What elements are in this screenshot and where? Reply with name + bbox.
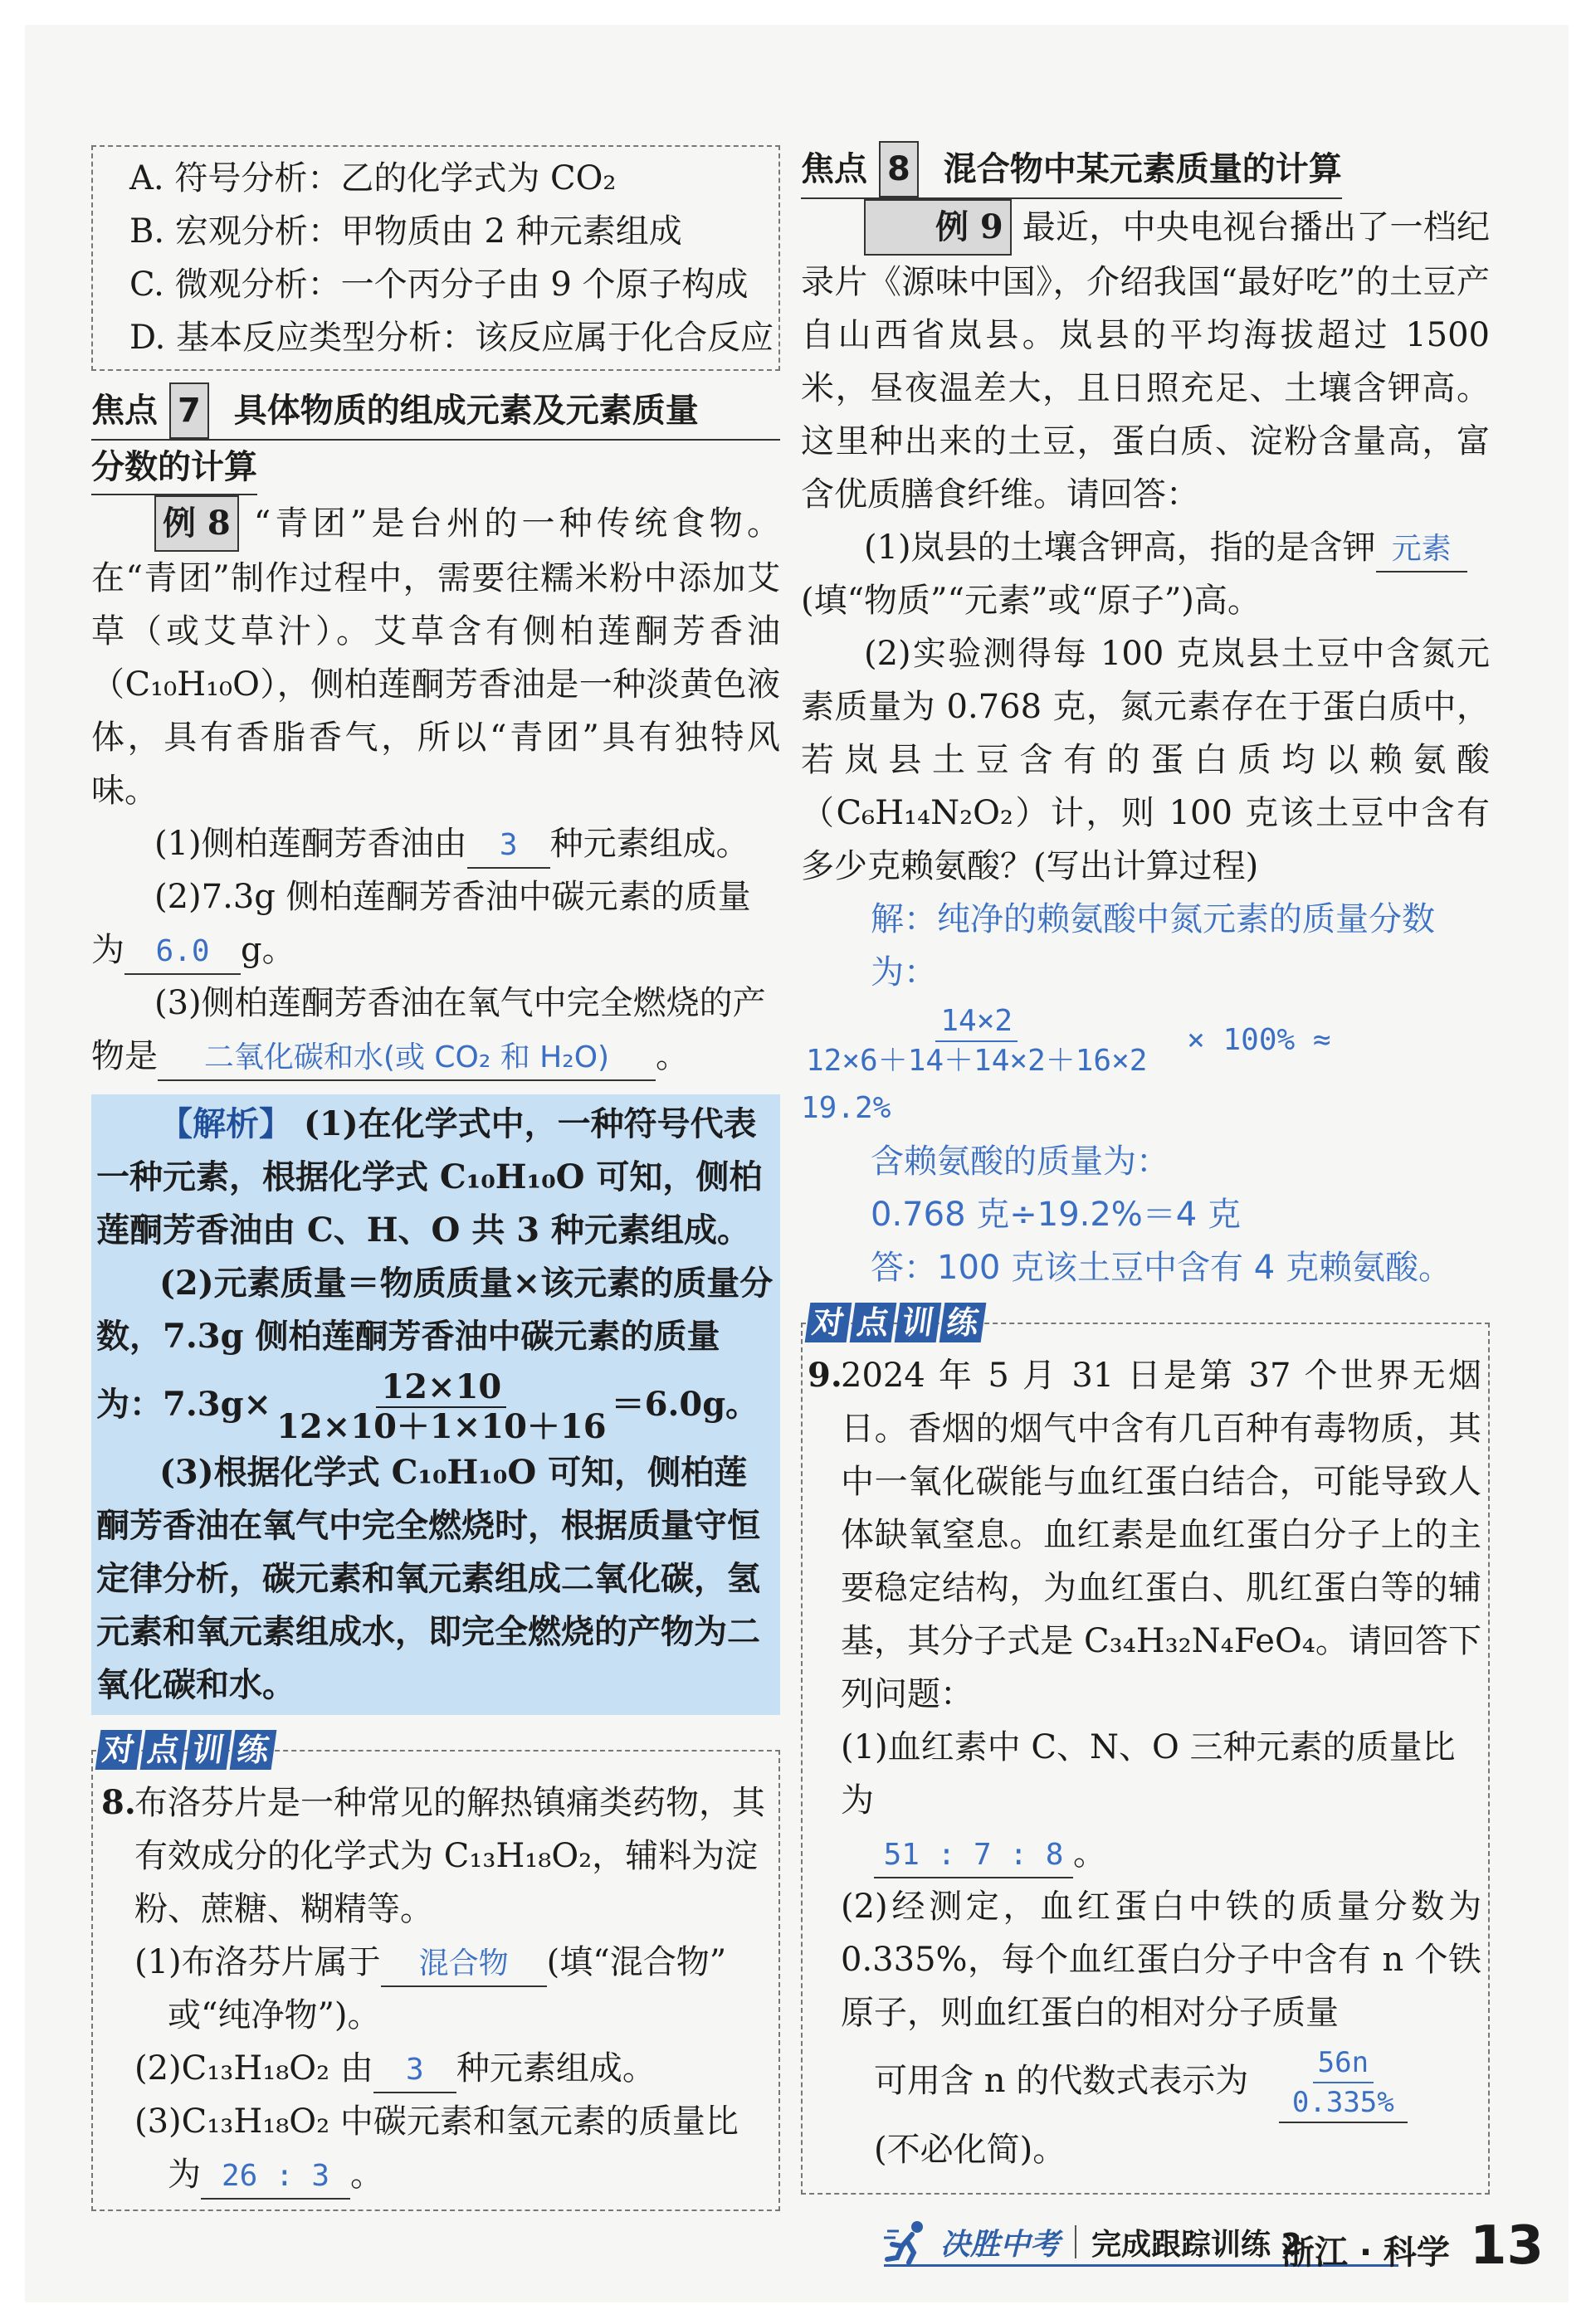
- options-box: [91, 145, 780, 371]
- focus-number: 7: [169, 382, 209, 439]
- q-text: (3)侧柏莲酮芳香油在氧气中完全燃烧的产物是: [91, 984, 766, 1075]
- badge-char: 点: [140, 1730, 188, 1770]
- q8-a3: (3)C₁₃H₁₈O₂ 中碳元素和氢元素的质量比: [134, 2102, 739, 2141]
- solution: [801, 893, 1490, 1294]
- solution-line3: 含赖氨酸的质量为：: [871, 1143, 1169, 1181]
- example-8: [91, 495, 780, 817]
- answer-blank: 6.0: [124, 930, 241, 975]
- footer-title: 完成跟踪训练 2: [1091, 2227, 1302, 2262]
- focus-label: 焦点: [91, 392, 158, 430]
- answer-blank: 26 : 3: [201, 2155, 350, 2200]
- ex8-q1: [91, 817, 780, 870]
- example-tag: 例 9: [864, 199, 1012, 256]
- formula-result: ＝6.0g。: [611, 1385, 759, 1424]
- solution-line4: 0.768 克÷19.2%＝4 克: [871, 1196, 1241, 1234]
- answer-blank: 混合物: [381, 1942, 547, 1987]
- example-text: 最近，中央电视台播出了一档纪录片《源味中国》，介绍我国“最好吃”的土豆产自山西省岚县。岚县的平均海拔超过 1500 米，昼夜温差大，且日照充足、土壤含钾高。这里种出来的土豆，蛋白质、淀粉含量高，富含优质膳食纤维。请回答：: [801, 208, 1490, 514]
- example-tag: 例 8: [154, 495, 239, 552]
- q8-a3-cont: [134, 2148, 770, 2201]
- q-text: 。: [1073, 1834, 1106, 1873]
- option-c: C. 微观分析：一个丙分子由 9 个原子构成: [129, 266, 749, 304]
- q-text: (2)7.3g 侧柏莲酮芳香油中碳元素的质量为: [91, 878, 751, 969]
- fraction: [801, 1002, 1152, 1080]
- example-text: “青团”是台州的一种传统食物。在“青团”制作过程中，需要往糯米粉中添加艾草（或艾草汁）。艾草含有侧柏莲酮芳香油（C₁₀H₁₀O），侧柏莲酮芳香油是一种淡黄色液体，具有香脂香气，所以“青团”具有独特风味。: [91, 504, 781, 810]
- q-text: (1)岚县的土壤含钾高，指的是含钾: [864, 529, 1376, 567]
- badge-char: 训: [185, 1730, 232, 1770]
- region-subject: 浙江 · 科学: [1281, 2234, 1450, 2272]
- training-badge: [808, 1303, 987, 1342]
- right-column: [801, 141, 1490, 2267]
- badge-char: 对: [95, 1730, 143, 1770]
- analysis-label: 【解析】: [159, 1104, 292, 1143]
- solution-line2: 19.2%: [801, 1091, 891, 1125]
- q-text: (填“物质”“元素”或“原子”)高。: [801, 582, 1261, 620]
- q9-a1-answer: [841, 1827, 1481, 1880]
- q-text: (填“混合物”: [546, 1943, 727, 1981]
- page-footer: [1281, 2215, 1544, 2277]
- numerator: 14×2: [935, 1002, 1018, 1042]
- q9-text: 2024 年 5 月 31 日是第 37 个世界无烟日。香烟的烟气中含有几百种有毒物质，其中一氧化碳能与血红蛋白结合，可能导致人体缺氧窒息。血红素是血红蛋白分子上的主要稳定结构，为血红蛋白、肌红蛋白等的辅基，其分子式是 C₃₄H₃₂N₄FeO₄。请回答下列问题：: [841, 1357, 1481, 1713]
- page-number: 13: [1469, 2215, 1544, 2277]
- q9-a2-expr: [841, 2039, 1481, 2123]
- solution-line1: 解：纯净的赖氨酸中氮元素的质量分数为：: [871, 900, 1435, 991]
- badge-char: 点: [850, 1303, 897, 1342]
- focus-title: 具体物质的组成元素及元素质量: [233, 392, 699, 430]
- denominator: 12×6＋14＋14×2＋16×2: [806, 1044, 1148, 1078]
- analysis-p1: [96, 1098, 775, 1257]
- analysis-formula: [96, 1363, 775, 1446]
- training-badge: [98, 1730, 277, 1770]
- brand-name: 决胜中考: [940, 2227, 1061, 2262]
- answer-blank: 3: [467, 824, 550, 869]
- badge-char: 训: [895, 1303, 942, 1342]
- ex9-q1: [801, 521, 1490, 627]
- training-box-8: [91, 1732, 780, 2211]
- analysis-p3: (3)根据化学式 C₁₀H₁₀O 可知，侧柏莲酮芳香油在氧气中完全燃烧时，根据质量守恒定律分析，碳元素和氧元素组成二氧化碳，氢元素和氧元素组成水，即完全燃烧的产物为二氧化碳和水。: [96, 1453, 760, 1704]
- q-text: 。: [350, 2156, 383, 2194]
- analysis-box: [91, 1094, 780, 1715]
- formula-prefix: 为：7.3g×: [96, 1385, 272, 1424]
- q-text: (2)C₁₃H₁₈O₂ 由: [134, 2049, 373, 2088]
- answer-blank: 51 : 7 : 8: [874, 1834, 1073, 1878]
- option-a: A. 符号分析：乙的化学式为 CO₂: [129, 159, 617, 197]
- q-text: 为: [168, 2156, 201, 2194]
- focus-number: 8: [879, 141, 919, 197]
- q-text: (1)布洛芬片属于: [134, 1943, 381, 1981]
- focus-title-line2: 分数的计算: [91, 441, 257, 495]
- solution-line5: 答：100 克该土豆中含有 4 克赖氨酸。: [871, 1249, 1452, 1287]
- option-b: B. 宏观分析：甲物质由 2 种元素组成: [129, 212, 682, 251]
- q8-a1-cont: 或“纯净物”)。: [168, 1996, 381, 2034]
- q-text: 种元素组成。: [456, 2049, 656, 2088]
- training-box-9: [801, 1304, 1490, 2195]
- answer-blank: 3: [373, 2049, 456, 2093]
- q8-a2: [134, 2042, 770, 2095]
- formula-suffix: × 100% ≈: [1187, 1023, 1331, 1057]
- ex8-q2: [91, 870, 780, 977]
- q9-a1: (1)血红素中 C、N、O 三种元素的质量比为: [841, 1728, 1456, 1820]
- focus8-heading: [801, 141, 1342, 199]
- focus7-heading: [91, 382, 780, 495]
- q-text: 。: [656, 1037, 689, 1075]
- runner-icon: [884, 2219, 934, 2264]
- divider: [1075, 2225, 1076, 2258]
- q-text: 可用含 n 的代数式表示为: [874, 2062, 1249, 2100]
- focus-label: 焦点: [801, 150, 867, 188]
- q-text: 种元素组成。: [549, 825, 749, 863]
- q-text: g。: [241, 931, 295, 969]
- numerator: 56n: [1313, 2044, 1374, 2083]
- page: [25, 25, 1569, 2302]
- answer-fraction: [1279, 2044, 1408, 2123]
- denominator: 0.335%: [1291, 2086, 1394, 2119]
- badge-char: 练: [939, 1303, 987, 1342]
- badge-char: 对: [805, 1303, 852, 1342]
- question-number: 9.: [808, 1356, 842, 1395]
- analysis-text: (1)在化学式中，一种符号代表一种元素，根据化学式 C₁₀H₁₀O 可知，侧柏莲酮芳香油由 C、H、O 共 3 种元素组成。: [96, 1104, 763, 1250]
- left-column: [91, 145, 780, 2211]
- numerator: 12×10: [376, 1368, 506, 1408]
- q9-a2-note: (不必化简)。: [874, 2131, 1066, 2169]
- question-number: 8.: [101, 1783, 136, 1822]
- analysis-p2: (2)元素质量＝物质质量×该元素的质量分数，7.3g 侧柏莲酮芳香油中碳元素的质量: [96, 1264, 774, 1356]
- ex9-q2: (2)实验测得每 100 克岚县土豆中含氮元素质量为 0.768 克，氮元素存在于蛋白质中，若岚县土豆含有的蛋白质均以赖氨酸（C₆H₁₄N₂O₂）计，则 100 克该土豆中含有多少克赖氨酸？(写出计算过程): [801, 635, 1490, 885]
- q8-text: 布洛芬片是一种常见的解热镇痛类药物，其有效成分的化学式为 C₁₃H₁₈O₂，辅料为淀粉、蔗糖、糊精等。: [134, 1784, 765, 1928]
- answer-blank: 二氧化碳和水(或 CO₂ 和 H₂O): [158, 1036, 656, 1081]
- fraction: [271, 1368, 612, 1446]
- ex8-q3: [91, 977, 780, 1083]
- example-9: [801, 199, 1490, 521]
- answer-blank: 元素: [1376, 528, 1467, 572]
- q-text: (1)侧柏莲酮芳香油由: [154, 825, 467, 863]
- option-d: D. 基本反应类型分析：该反应属于化合反应: [129, 319, 774, 357]
- badge-char: 练: [230, 1730, 277, 1770]
- denominator: 12×10＋1×10＋16: [276, 1407, 607, 1446]
- q9-a2: (2)经测定，血红蛋白中铁的质量分数为 0.335%，每个血红蛋白分子中含有 n 个铁原子，则血红蛋白的相对分子质量: [841, 1888, 1481, 2032]
- focus-title: 混合物中某元素质量的计算: [943, 150, 1342, 188]
- q8-a1: [134, 1936, 770, 1989]
- solution-formula: [801, 999, 1490, 1082]
